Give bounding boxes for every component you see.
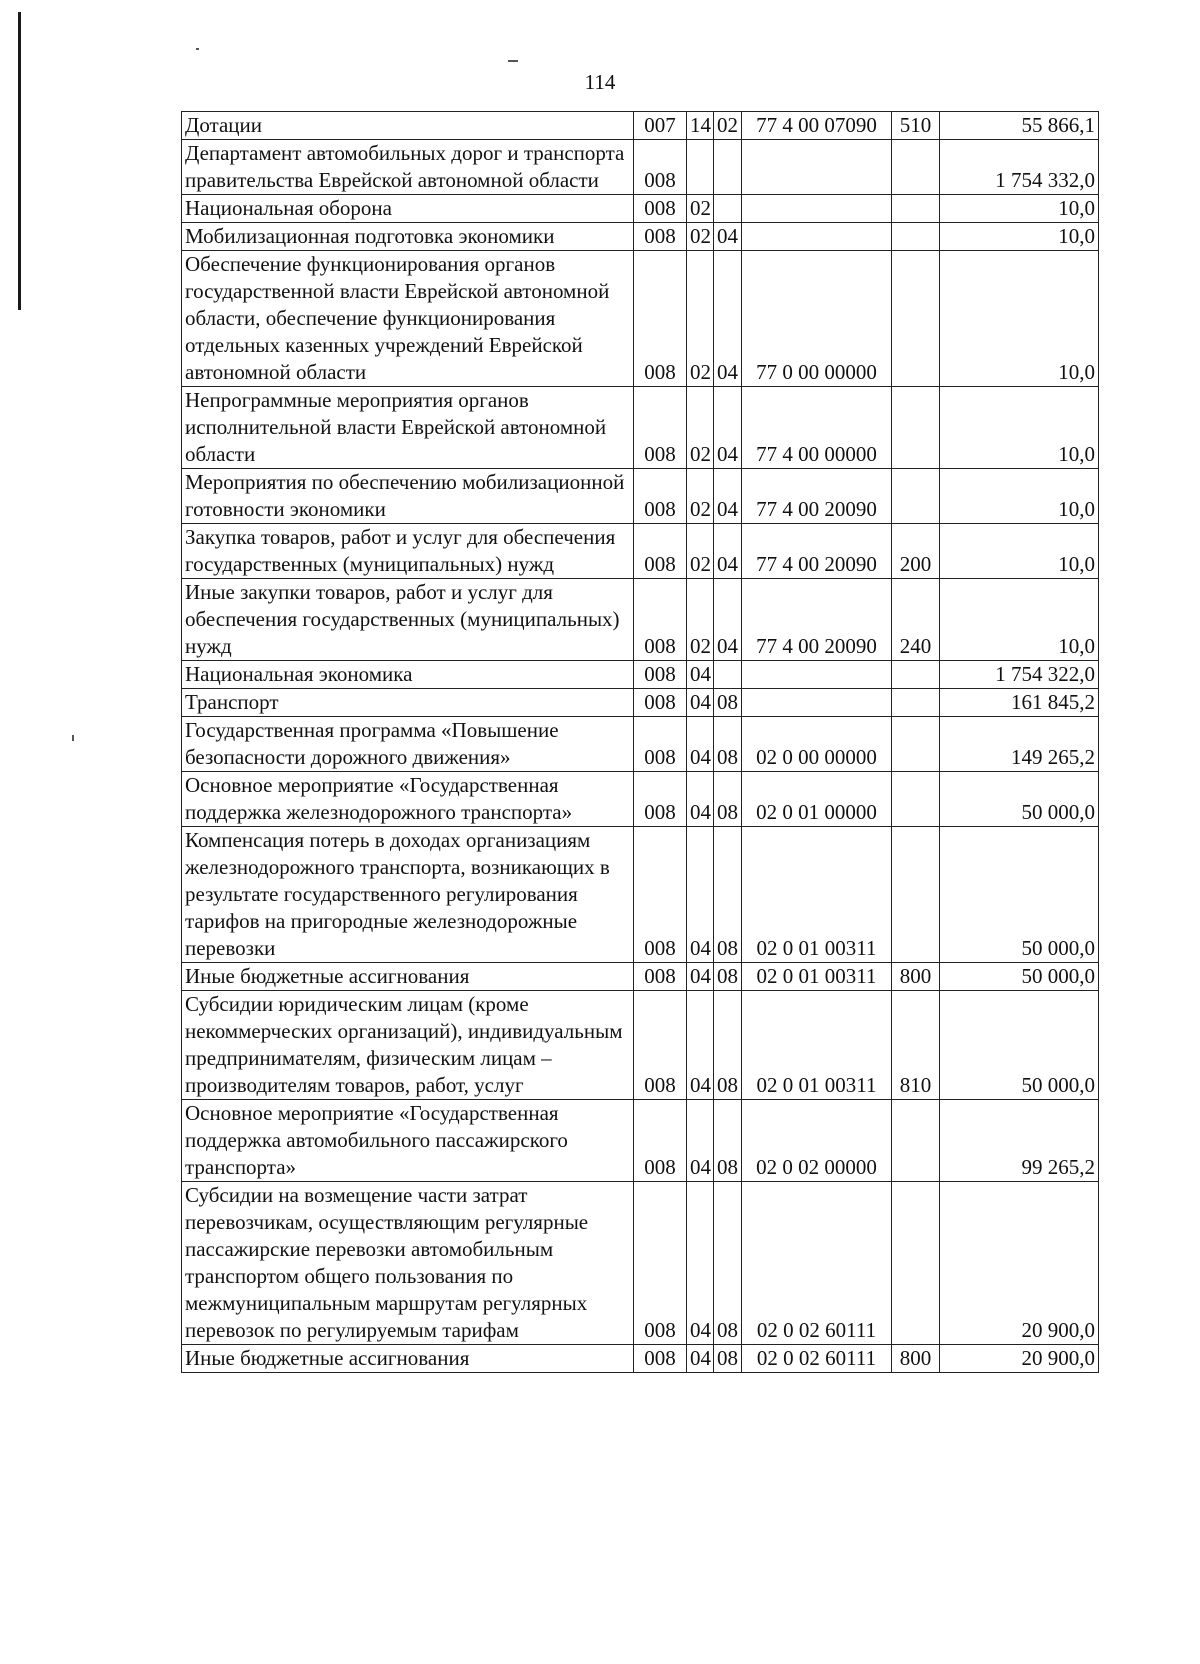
table-row xyxy=(182,112,1099,140)
table-row xyxy=(182,140,1099,195)
table-row xyxy=(182,223,1099,251)
target-article-code xyxy=(742,140,892,195)
amount: 50 000,0 xyxy=(940,963,1099,991)
section-code: 02 xyxy=(687,524,714,579)
section-code: 02 xyxy=(687,195,714,223)
row-name: Дотации xyxy=(182,112,634,140)
amount: 10,0 xyxy=(940,469,1099,524)
amount: 50 000,0 xyxy=(940,772,1099,827)
subsection-code: 08 xyxy=(714,1182,742,1345)
amount: 1 754 332,0 xyxy=(940,140,1099,195)
target-article-code xyxy=(742,689,892,717)
amount: 1 754 322,0 xyxy=(940,661,1099,689)
section-code: 02 xyxy=(687,387,714,469)
table-row xyxy=(182,469,1099,524)
expense-type-code: 240 xyxy=(892,579,940,661)
expense-type-code: 800 xyxy=(892,963,940,991)
expense-type-code xyxy=(892,223,940,251)
row-name: Закупка товаров, работ и услуг для обеспечения государственных (муниципальных) нужд xyxy=(182,524,634,579)
ministry-code: 008 xyxy=(634,1182,687,1345)
subsection-code xyxy=(714,140,742,195)
target-article-code: 02 0 00 00000 xyxy=(742,717,892,772)
section-code: 04 xyxy=(687,1182,714,1345)
amount: 50 000,0 xyxy=(940,991,1099,1100)
ministry-code: 008 xyxy=(634,1345,687,1373)
subsection-code: 04 xyxy=(714,387,742,469)
expense-type-code: 800 xyxy=(892,1345,940,1373)
row-name: Иные бюджетные ассигнования xyxy=(182,963,634,991)
row-name: Основное мероприятие «Государственная поддержка автомобильного пассажирского транспорта» xyxy=(182,1100,634,1182)
budget-table xyxy=(181,111,1099,1373)
table-row xyxy=(182,251,1099,387)
amount: 149 265,2 xyxy=(940,717,1099,772)
expense-type-code xyxy=(892,469,940,524)
subsection-code: 04 xyxy=(714,579,742,661)
scan-speck xyxy=(196,48,199,50)
expense-type-code xyxy=(892,661,940,689)
row-name: Субсидии на возмещение части затрат перевозчикам, осуществляющим регулярные пассажирские перевозки автомобильным транспортом общего пользования по межмуниципальным маршрутам регулярных перевозок по регулируемым тарифам xyxy=(182,1182,634,1345)
expense-type-code xyxy=(892,1100,940,1182)
expense-type-code xyxy=(892,195,940,223)
row-name: Субсидии юридическим лицам (кроме некоммерческих организаций), индивидуальным предпринимателям, физическим лицам – производителям товаров, работ, услуг xyxy=(182,991,634,1100)
ministry-code: 008 xyxy=(634,223,687,251)
expense-type-code xyxy=(892,689,940,717)
subsection-code xyxy=(714,661,742,689)
amount: 10,0 xyxy=(940,195,1099,223)
ministry-code: 008 xyxy=(634,469,687,524)
section-code: 04 xyxy=(687,1345,714,1373)
expense-type-code xyxy=(892,387,940,469)
row-name: Основное мероприятие «Государственная поддержка железнодорожного транспорта» xyxy=(182,772,634,827)
table-row xyxy=(182,717,1099,772)
row-name: Государственная программа «Повышение безопасности дорожного движения» xyxy=(182,717,634,772)
section-code xyxy=(687,140,714,195)
row-name: Национальная оборона xyxy=(182,195,634,223)
subsection-code: 04 xyxy=(714,251,742,387)
ministry-code: 008 xyxy=(634,827,687,963)
amount: 99 265,2 xyxy=(940,1100,1099,1182)
table-row xyxy=(182,772,1099,827)
target-article-code: 77 4 00 00000 xyxy=(742,387,892,469)
subsection-code: 08 xyxy=(714,1345,742,1373)
section-code: 02 xyxy=(687,223,714,251)
table-row xyxy=(182,827,1099,963)
table-row xyxy=(182,387,1099,469)
row-name: Иные закупки товаров, работ и услуг для обеспечения государственных (муниципальных) нужд xyxy=(182,579,634,661)
target-article-code: 02 0 01 00311 xyxy=(742,963,892,991)
amount: 10,0 xyxy=(940,223,1099,251)
table-row xyxy=(182,991,1099,1100)
subsection-code: 04 xyxy=(714,223,742,251)
subsection-code: 08 xyxy=(714,689,742,717)
expense-type-code xyxy=(892,827,940,963)
expense-type-code xyxy=(892,772,940,827)
subsection-code: 04 xyxy=(714,524,742,579)
table-row xyxy=(182,195,1099,223)
ministry-code: 008 xyxy=(634,963,687,991)
expense-type-code xyxy=(892,717,940,772)
ministry-code: 007 xyxy=(634,112,687,140)
target-article-code: 77 4 00 07090 xyxy=(742,112,892,140)
section-code: 04 xyxy=(687,991,714,1100)
budget-table-body xyxy=(182,112,1099,1373)
expense-type-code: 810 xyxy=(892,991,940,1100)
section-code: 14 xyxy=(687,112,714,140)
subsection-code: 02 xyxy=(714,112,742,140)
row-name: Департамент автомобильных дорог и транспорта правительства Еврейской автономной области xyxy=(182,140,634,195)
table-row xyxy=(182,579,1099,661)
table-row xyxy=(182,1182,1099,1345)
subsection-code: 08 xyxy=(714,772,742,827)
target-article-code xyxy=(742,223,892,251)
ministry-code: 008 xyxy=(634,579,687,661)
row-name: Мобилизационная подготовка экономики xyxy=(182,223,634,251)
table-row xyxy=(182,689,1099,717)
target-article-code: 77 0 00 00000 xyxy=(742,251,892,387)
row-name: Непрограммные мероприятия органов исполнительной власти Еврейской автономной области xyxy=(182,387,634,469)
target-article-code: 77 4 00 20090 xyxy=(742,579,892,661)
section-code: 02 xyxy=(687,251,714,387)
target-article-code: 02 0 02 00000 xyxy=(742,1100,892,1182)
amount: 161 845,2 xyxy=(940,689,1099,717)
subsection-code xyxy=(714,195,742,223)
subsection-code: 04 xyxy=(714,469,742,524)
section-code: 04 xyxy=(687,772,714,827)
row-name: Обеспечение функционирования органов государственной власти Еврейской автономной области, обеспечение функционирования отдельных казенных учреждений Еврейской автономной области xyxy=(182,251,634,387)
section-code: 04 xyxy=(687,827,714,963)
expense-type-code xyxy=(892,251,940,387)
section-code: 04 xyxy=(687,1100,714,1182)
ministry-code: 008 xyxy=(634,991,687,1100)
subsection-code: 08 xyxy=(714,991,742,1100)
subsection-code: 08 xyxy=(714,963,742,991)
amount: 10,0 xyxy=(940,579,1099,661)
ministry-code: 008 xyxy=(634,772,687,827)
subsection-code: 08 xyxy=(714,827,742,963)
ministry-code: 008 xyxy=(634,140,687,195)
row-name: Мероприятия по обеспечению мобилизационной готовности экономики xyxy=(182,469,634,524)
amount: 10,0 xyxy=(940,524,1099,579)
section-code: 02 xyxy=(687,579,714,661)
table-row xyxy=(182,524,1099,579)
target-article-code: 02 0 02 60111 xyxy=(742,1182,892,1345)
ministry-code: 008 xyxy=(634,1100,687,1182)
section-code: 04 xyxy=(687,963,714,991)
amount: 20 900,0 xyxy=(940,1182,1099,1345)
target-article-code: 02 0 01 00311 xyxy=(742,991,892,1100)
section-code: 04 xyxy=(687,661,714,689)
row-name: Транспорт xyxy=(182,689,634,717)
subsection-code: 08 xyxy=(714,1100,742,1182)
amount: 10,0 xyxy=(940,387,1099,469)
row-name: Национальная экономика xyxy=(182,661,634,689)
ministry-code: 008 xyxy=(634,195,687,223)
table-row xyxy=(182,1345,1099,1373)
expense-type-code: 510 xyxy=(892,112,940,140)
subsection-code: 08 xyxy=(714,717,742,772)
amount: 20 900,0 xyxy=(940,1345,1099,1373)
section-code: 04 xyxy=(687,689,714,717)
row-name: Компенсация потерь в доходах организациям железнодорожного транспорта, возникающих в результате государственного регулирования тарифов на пригородные железнодорожные перевозки xyxy=(182,827,634,963)
amount: 50 000,0 xyxy=(940,827,1099,963)
table-row xyxy=(182,661,1099,689)
ministry-code: 008 xyxy=(634,387,687,469)
page-number: 114 xyxy=(584,70,616,94)
target-article-code: 02 0 01 00311 xyxy=(742,827,892,963)
expense-type-code: 200 xyxy=(892,524,940,579)
target-article-code xyxy=(742,661,892,689)
ministry-code: 008 xyxy=(634,661,687,689)
table-row xyxy=(182,1100,1099,1182)
expense-type-code xyxy=(892,140,940,195)
row-name: Иные бюджетные ассигнования xyxy=(182,1345,634,1373)
ministry-code: 008 xyxy=(634,717,687,772)
target-article-code: 77 4 00 20090 xyxy=(742,524,892,579)
scan-speck xyxy=(72,735,74,741)
target-article-code xyxy=(742,195,892,223)
ministry-code: 008 xyxy=(634,251,687,387)
amount: 55 866,1 xyxy=(940,112,1099,140)
amount: 10,0 xyxy=(940,251,1099,387)
section-code: 02 xyxy=(687,469,714,524)
section-code: 04 xyxy=(687,717,714,772)
target-article-code: 02 0 01 00000 xyxy=(742,772,892,827)
scan-margin-bar xyxy=(18,12,21,310)
table-row xyxy=(182,963,1099,991)
expense-type-code xyxy=(892,1182,940,1345)
target-article-code: 02 0 02 60111 xyxy=(742,1345,892,1373)
ministry-code: 008 xyxy=(634,689,687,717)
target-article-code: 77 4 00 20090 xyxy=(742,469,892,524)
scan-speck xyxy=(508,60,518,62)
ministry-code: 008 xyxy=(634,524,687,579)
